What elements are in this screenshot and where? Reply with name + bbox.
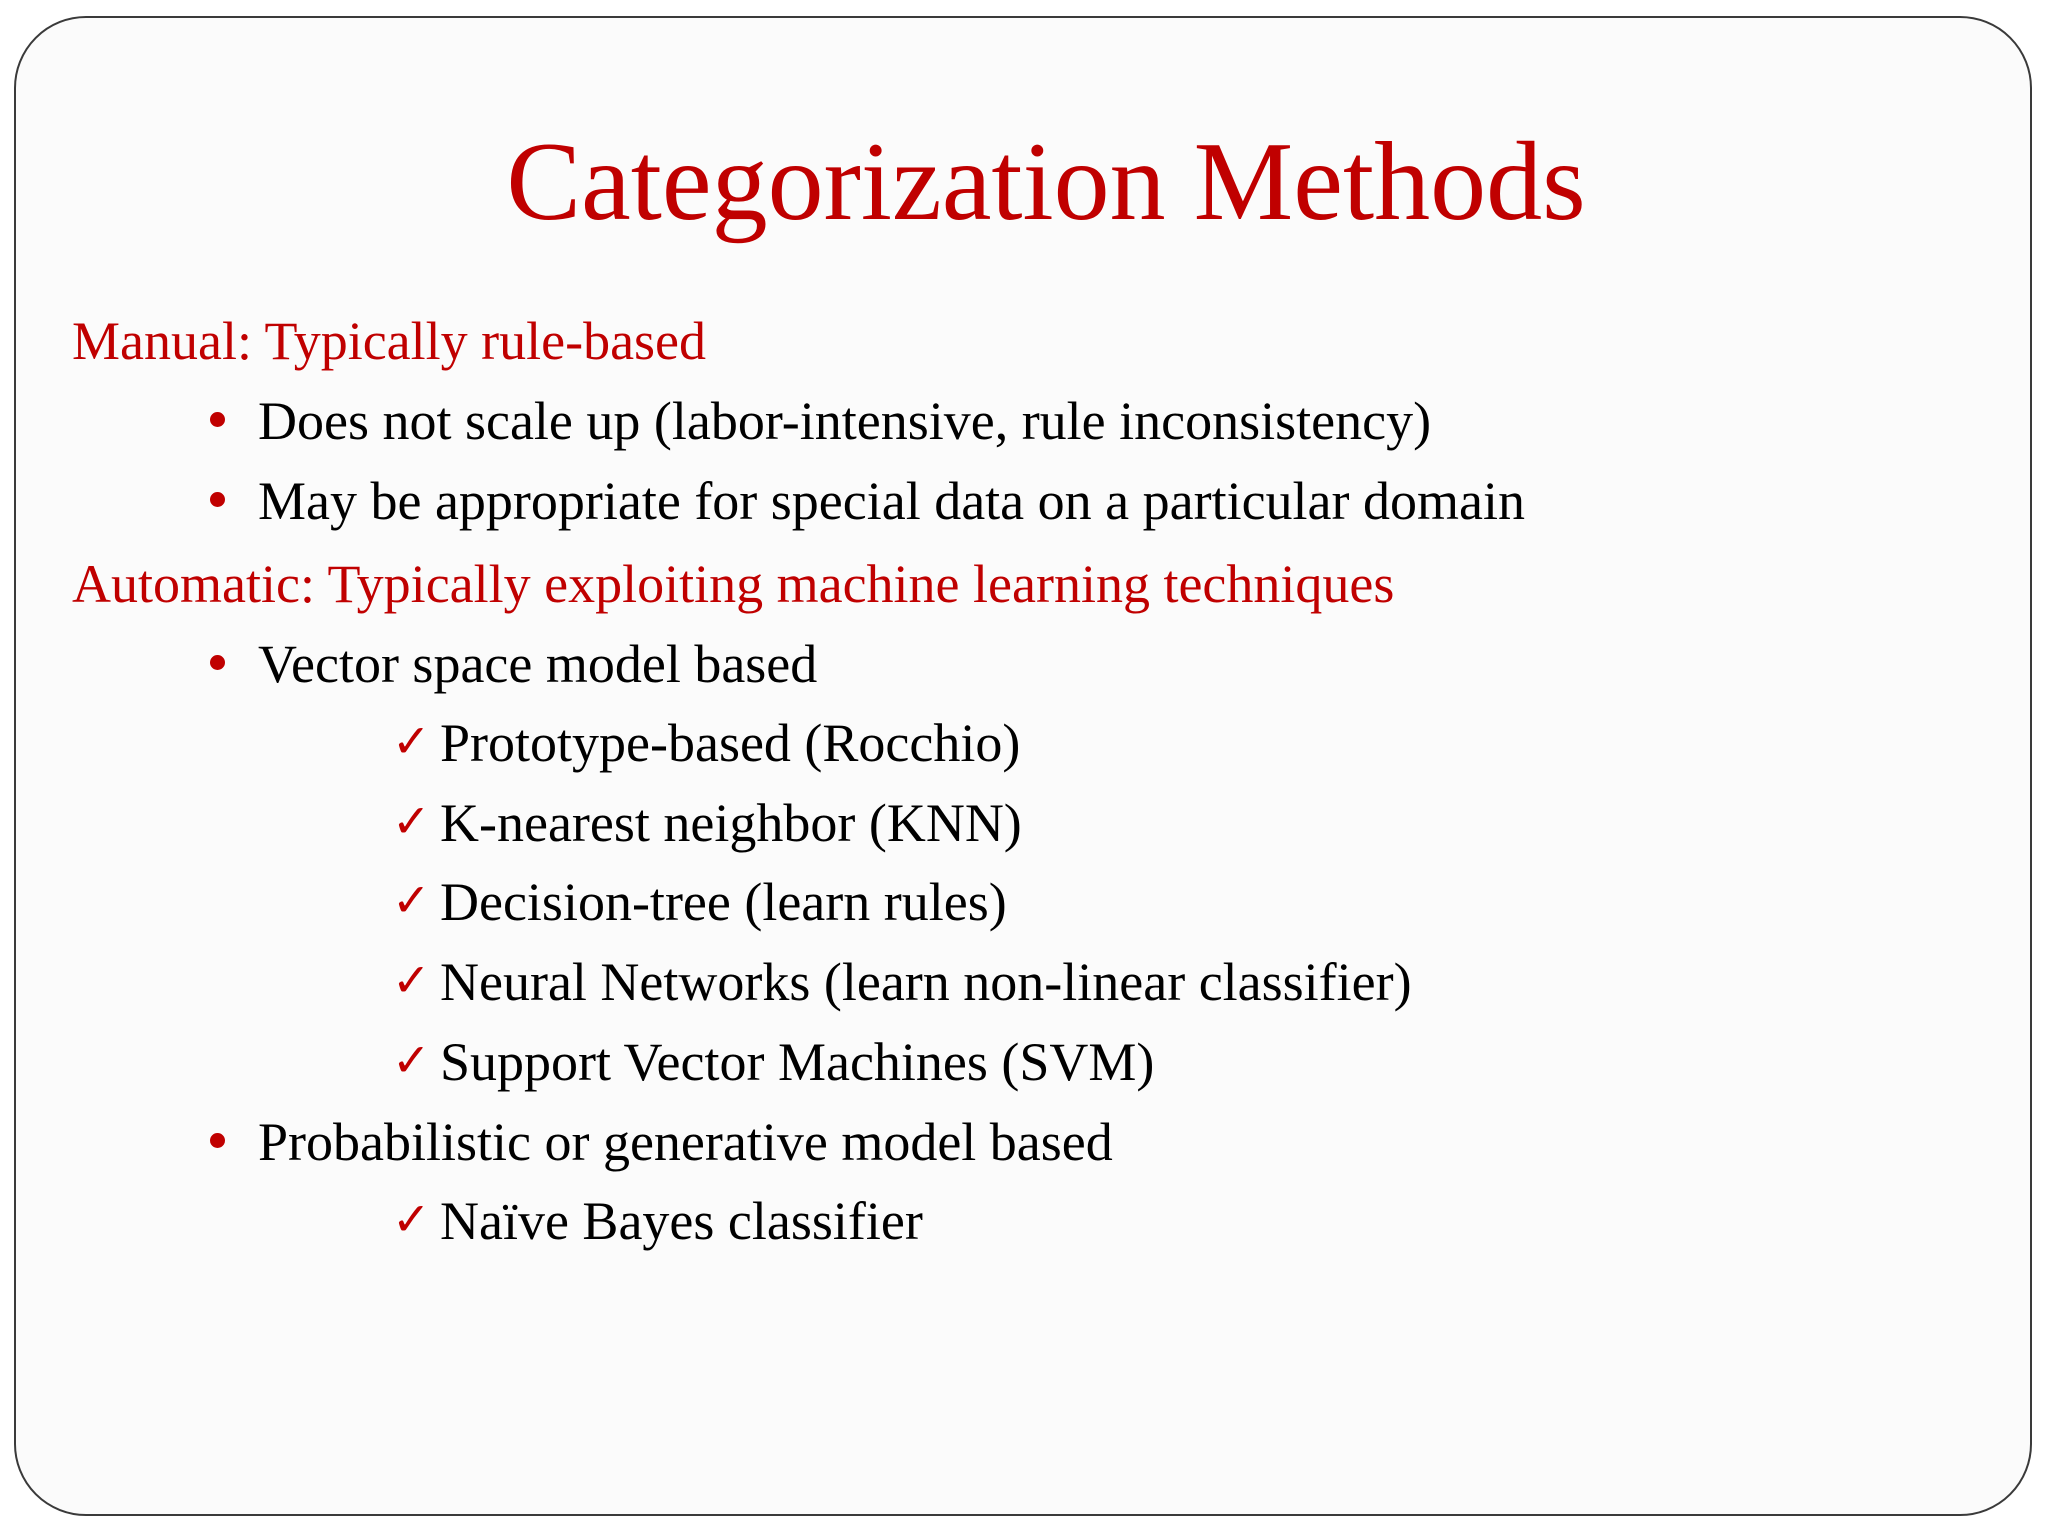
slide-title: Categorization Methods xyxy=(506,120,1586,244)
checkmark-icon: ✓ xyxy=(392,1033,431,1087)
bullet-text: Does not scale up (labor-intensive, rule inconsistency) xyxy=(258,391,1432,451)
bullet-dot-icon xyxy=(210,412,225,427)
section-heading-automatic: Automatic: Typically exploiting machine learning techniques xyxy=(72,554,1395,614)
check-item xyxy=(392,713,1021,773)
checkmark-icon: ✓ xyxy=(392,1192,431,1246)
check-text: Prototype-based (Rocchio) xyxy=(440,713,1021,773)
check-item xyxy=(392,1191,923,1251)
check-item xyxy=(392,1032,1155,1092)
check-text: Naïve Bayes classifier xyxy=(440,1191,923,1251)
bullet-item xyxy=(210,634,818,694)
check-text: Support Vector Machines (SVM) xyxy=(440,1032,1155,1092)
bullet-dot-icon xyxy=(210,655,225,670)
bullet-text: Vector space model based xyxy=(258,634,818,694)
checkmark-icon: ✓ xyxy=(392,794,431,848)
bullet-text: Probabilistic or generative model based xyxy=(258,1112,1113,1172)
check-item xyxy=(392,952,1412,1012)
checkmark-icon: ✓ xyxy=(392,873,431,927)
bullet-item xyxy=(210,391,1432,451)
section-heading-manual: Manual: Typically rule-based xyxy=(72,311,707,371)
check-item xyxy=(392,793,1022,853)
check-text: K-nearest neighbor (KNN) xyxy=(440,793,1022,853)
check-item xyxy=(392,872,1007,932)
bullet-item xyxy=(210,1112,1113,1172)
check-text: Neural Networks (learn non-linear classifier) xyxy=(440,952,1412,1012)
bullet-item xyxy=(210,471,1525,531)
bullet-dot-icon xyxy=(210,492,225,507)
bullet-dot-icon xyxy=(210,1133,225,1148)
check-text: Decision-tree (learn rules) xyxy=(440,872,1007,932)
checkmark-icon: ✓ xyxy=(392,953,431,1007)
checkmark-icon: ✓ xyxy=(392,714,431,768)
bullet-text: May be appropriate for special data on a particular domain xyxy=(258,471,1525,531)
